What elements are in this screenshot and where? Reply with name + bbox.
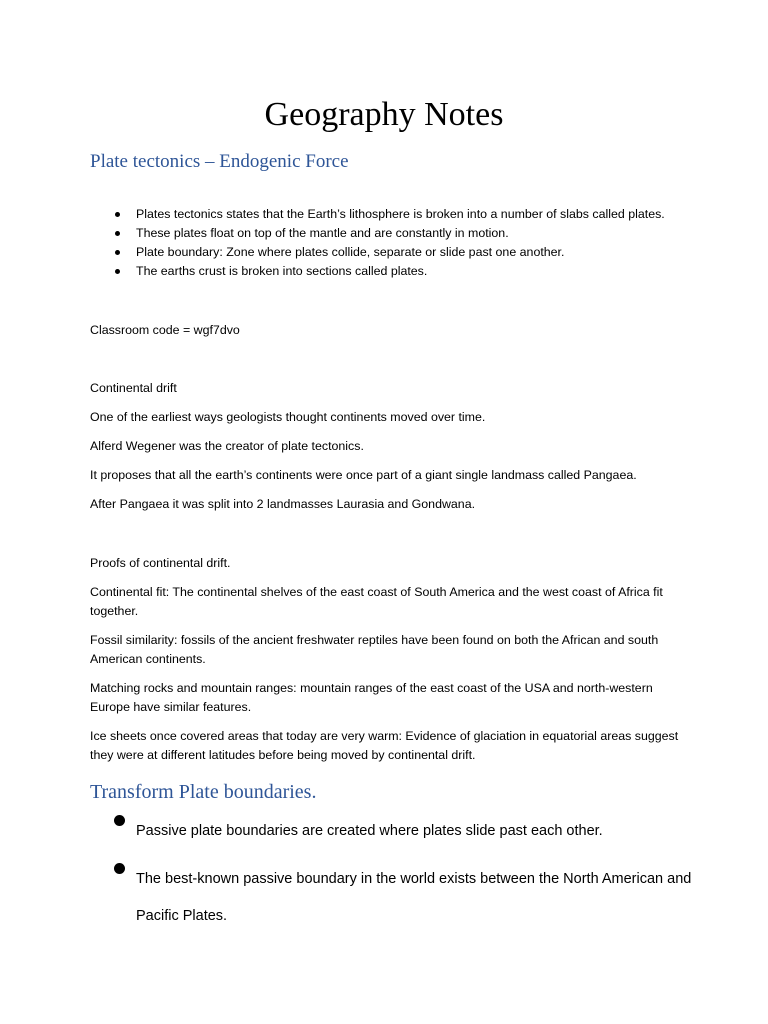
proofs-heading: Proofs of continental drift. xyxy=(90,556,231,570)
list-item: These plates float on top of the mantle and are constantly in motion. xyxy=(136,224,509,243)
list-item: Plate boundary: Zone where plates collide, separate or slide past one another. xyxy=(136,243,564,262)
paragraph: After Pangaea it was split into 2 landmasses Laurasia and Gondwana. xyxy=(90,497,476,511)
paragraph: One of the earliest ways geologists thought continents moved over time. xyxy=(90,410,486,424)
classroom-code: Classroom code = wgf7dvo xyxy=(90,323,240,337)
section-heading-transform-boundaries: Transform Plate boundaries. xyxy=(90,781,317,803)
continental-drift-heading: Continental drift xyxy=(90,381,177,395)
document-title: Geography Notes xyxy=(264,96,504,133)
paragraph: Continental fit: The continental shelves of the east coast of South America and the west coast of Africa fit together. xyxy=(90,585,663,618)
list-item: Passive plate boundaries are created where plates slide past each other. xyxy=(136,813,696,850)
paragraph: Matching rocks and mountain ranges: mountain ranges of the east coast of the USA and north-western Europe have similar features. xyxy=(90,681,653,714)
paragraph: It proposes that all the earth’s continents were once part of a giant single landmass called Pangaea. xyxy=(90,468,637,482)
list-item: The best-known passive boundary in the world exists between the North American and Pacific Plates. xyxy=(136,861,696,935)
paragraph: Ice sheets once covered areas that today are very warm: Evidence of glaciation in equatorial areas suggest they were at different latitudes before being moved by continental drift. xyxy=(90,729,679,762)
paragraph: Alferd Wegener was the creator of plate tectonics. xyxy=(90,439,364,453)
list-item: The earths crust is broken into sections called plates. xyxy=(136,262,427,281)
section-heading-plate-tectonics: Plate tectonics – Endogenic Force xyxy=(90,151,349,172)
paragraph: Fossil similarity: fossils of the ancient freshwater reptiles have been found on both the African and south American continents. xyxy=(90,633,659,666)
list-item: Plates tectonics states that the Earth’s lithosphere is broken into a number of slabs called plates. xyxy=(136,205,665,224)
